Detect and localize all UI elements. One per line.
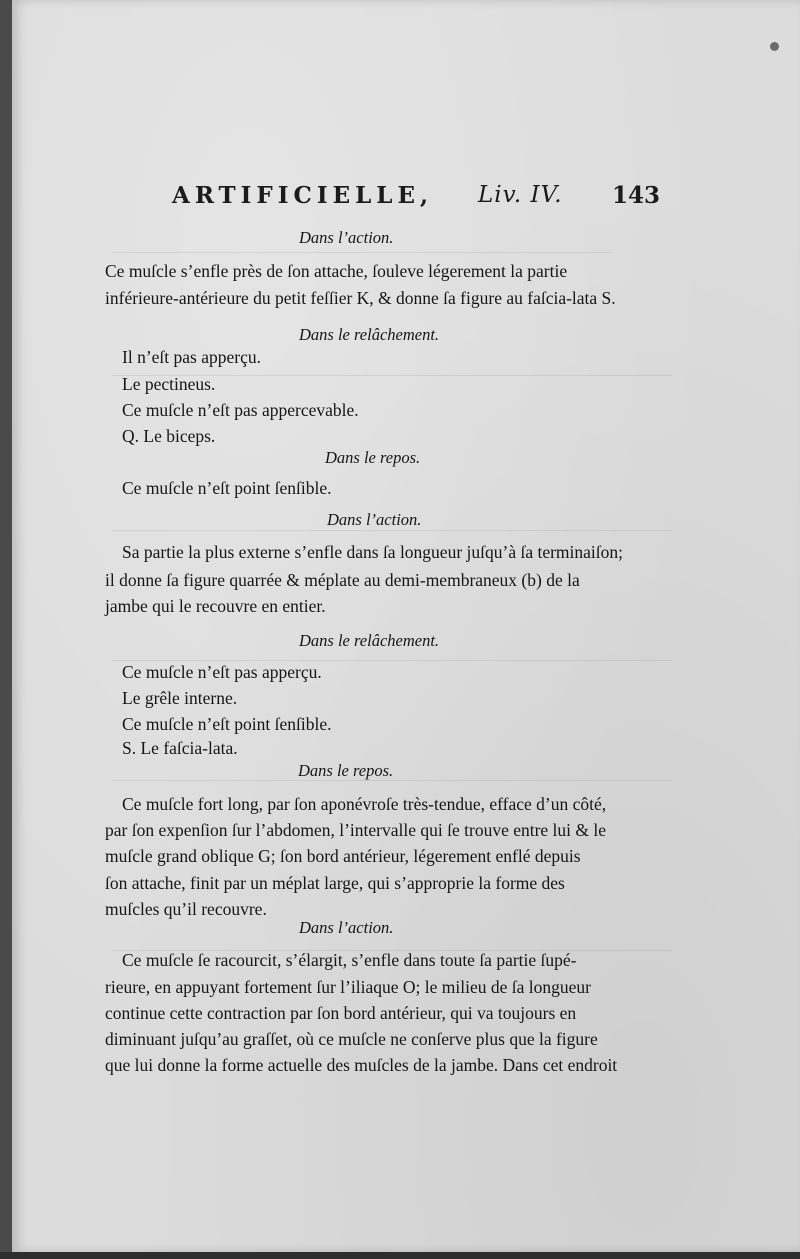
text-line: Q. Le biceps. — [122, 426, 216, 446]
text-line: rieure, en appuyant fortement ſur l’iliaque O; le milieu de ſa longueur — [105, 977, 591, 997]
book-number: Liv. IV. — [478, 182, 563, 208]
text-line: Ce muſcle ſe racourcit, s’élargit, s’enfle dans toute ſa partie ſupé- — [122, 950, 577, 970]
text-line: Le grêle interne. — [122, 688, 238, 708]
text-line: Ce muſcle s’enfle près de ſon attache, ſouleve légerement la partie — [105, 261, 568, 281]
section-heading: Dans l’action. — [299, 228, 394, 247]
text-line: Ce muſcle n’eſt pas appercevable. — [122, 400, 359, 420]
ink-speck — [770, 42, 779, 51]
text-line: ſon attache, finit par un méplat large, qui s’approprie la forme des — [105, 873, 565, 893]
text-line: il donne ſa figure quarrée & méplate au demi-membraneux (b) de la — [105, 570, 580, 590]
text-line: muſcle grand oblique G; ſon bord antérieur, légerement enflé depuis — [105, 846, 581, 866]
running-title: ARTIFICIELLE, — [172, 182, 433, 209]
text-line: continue cette contraction par ſon bord antérieur, qui va toujours en — [105, 1003, 577, 1023]
section-heading: Dans le repos. — [298, 761, 394, 780]
section-heading: Dans l’action. — [299, 918, 394, 937]
text-line: Le pectineus. — [122, 374, 216, 394]
text-line: Ce muſcle fort long, par ſon aponévroſe très-tendue, efface d’un côté, — [122, 794, 607, 814]
section-heading: Dans le relâchement. — [299, 631, 440, 650]
text-line: Ce muſcle n’eſt point ſenſible. — [122, 478, 332, 498]
text-line: Il n’eſt pas apperçu. — [122, 347, 261, 367]
text-line: Sa partie la plus externe s’enfle dans ſa longueur juſqu’à ſa terminaiſon; — [122, 542, 624, 562]
section-heading: Dans le repos. — [325, 448, 421, 467]
text-line: S. Le faſcia-lata. — [122, 738, 238, 758]
text-line: diminuant juſqu’au graſſet, où ce muſcle ne conſerve plus que la figure — [105, 1029, 598, 1049]
section-heading: Dans l’action. — [327, 510, 422, 529]
page-shadow-edge — [0, 1252, 800, 1259]
text-line: Ce muſcle n’eſt pas apperçu. — [122, 662, 322, 682]
running-header — [172, 182, 661, 218]
section-heading: Dans le relâchement. — [299, 325, 440, 344]
text-line: par ſon expenſion ſur l’abdomen, l’intervalle qui ſe trouve entre lui & le — [105, 820, 607, 840]
text-line: muſcles qu’il recouvre. — [105, 899, 267, 919]
text-line: inférieure-antérieure du petit feſſier K, & donne ſa figure au faſcia-lata S. — [105, 288, 616, 308]
text-line: jambe qui le recouvre en entier. — [105, 596, 326, 616]
text-line: que lui donne la forme actuelle des muſcles de la jambe. Dans cet endroit — [105, 1055, 618, 1075]
text-line: Ce muſcle n’eſt point ſenſible. — [122, 714, 332, 734]
page-number: 143 — [612, 182, 661, 209]
